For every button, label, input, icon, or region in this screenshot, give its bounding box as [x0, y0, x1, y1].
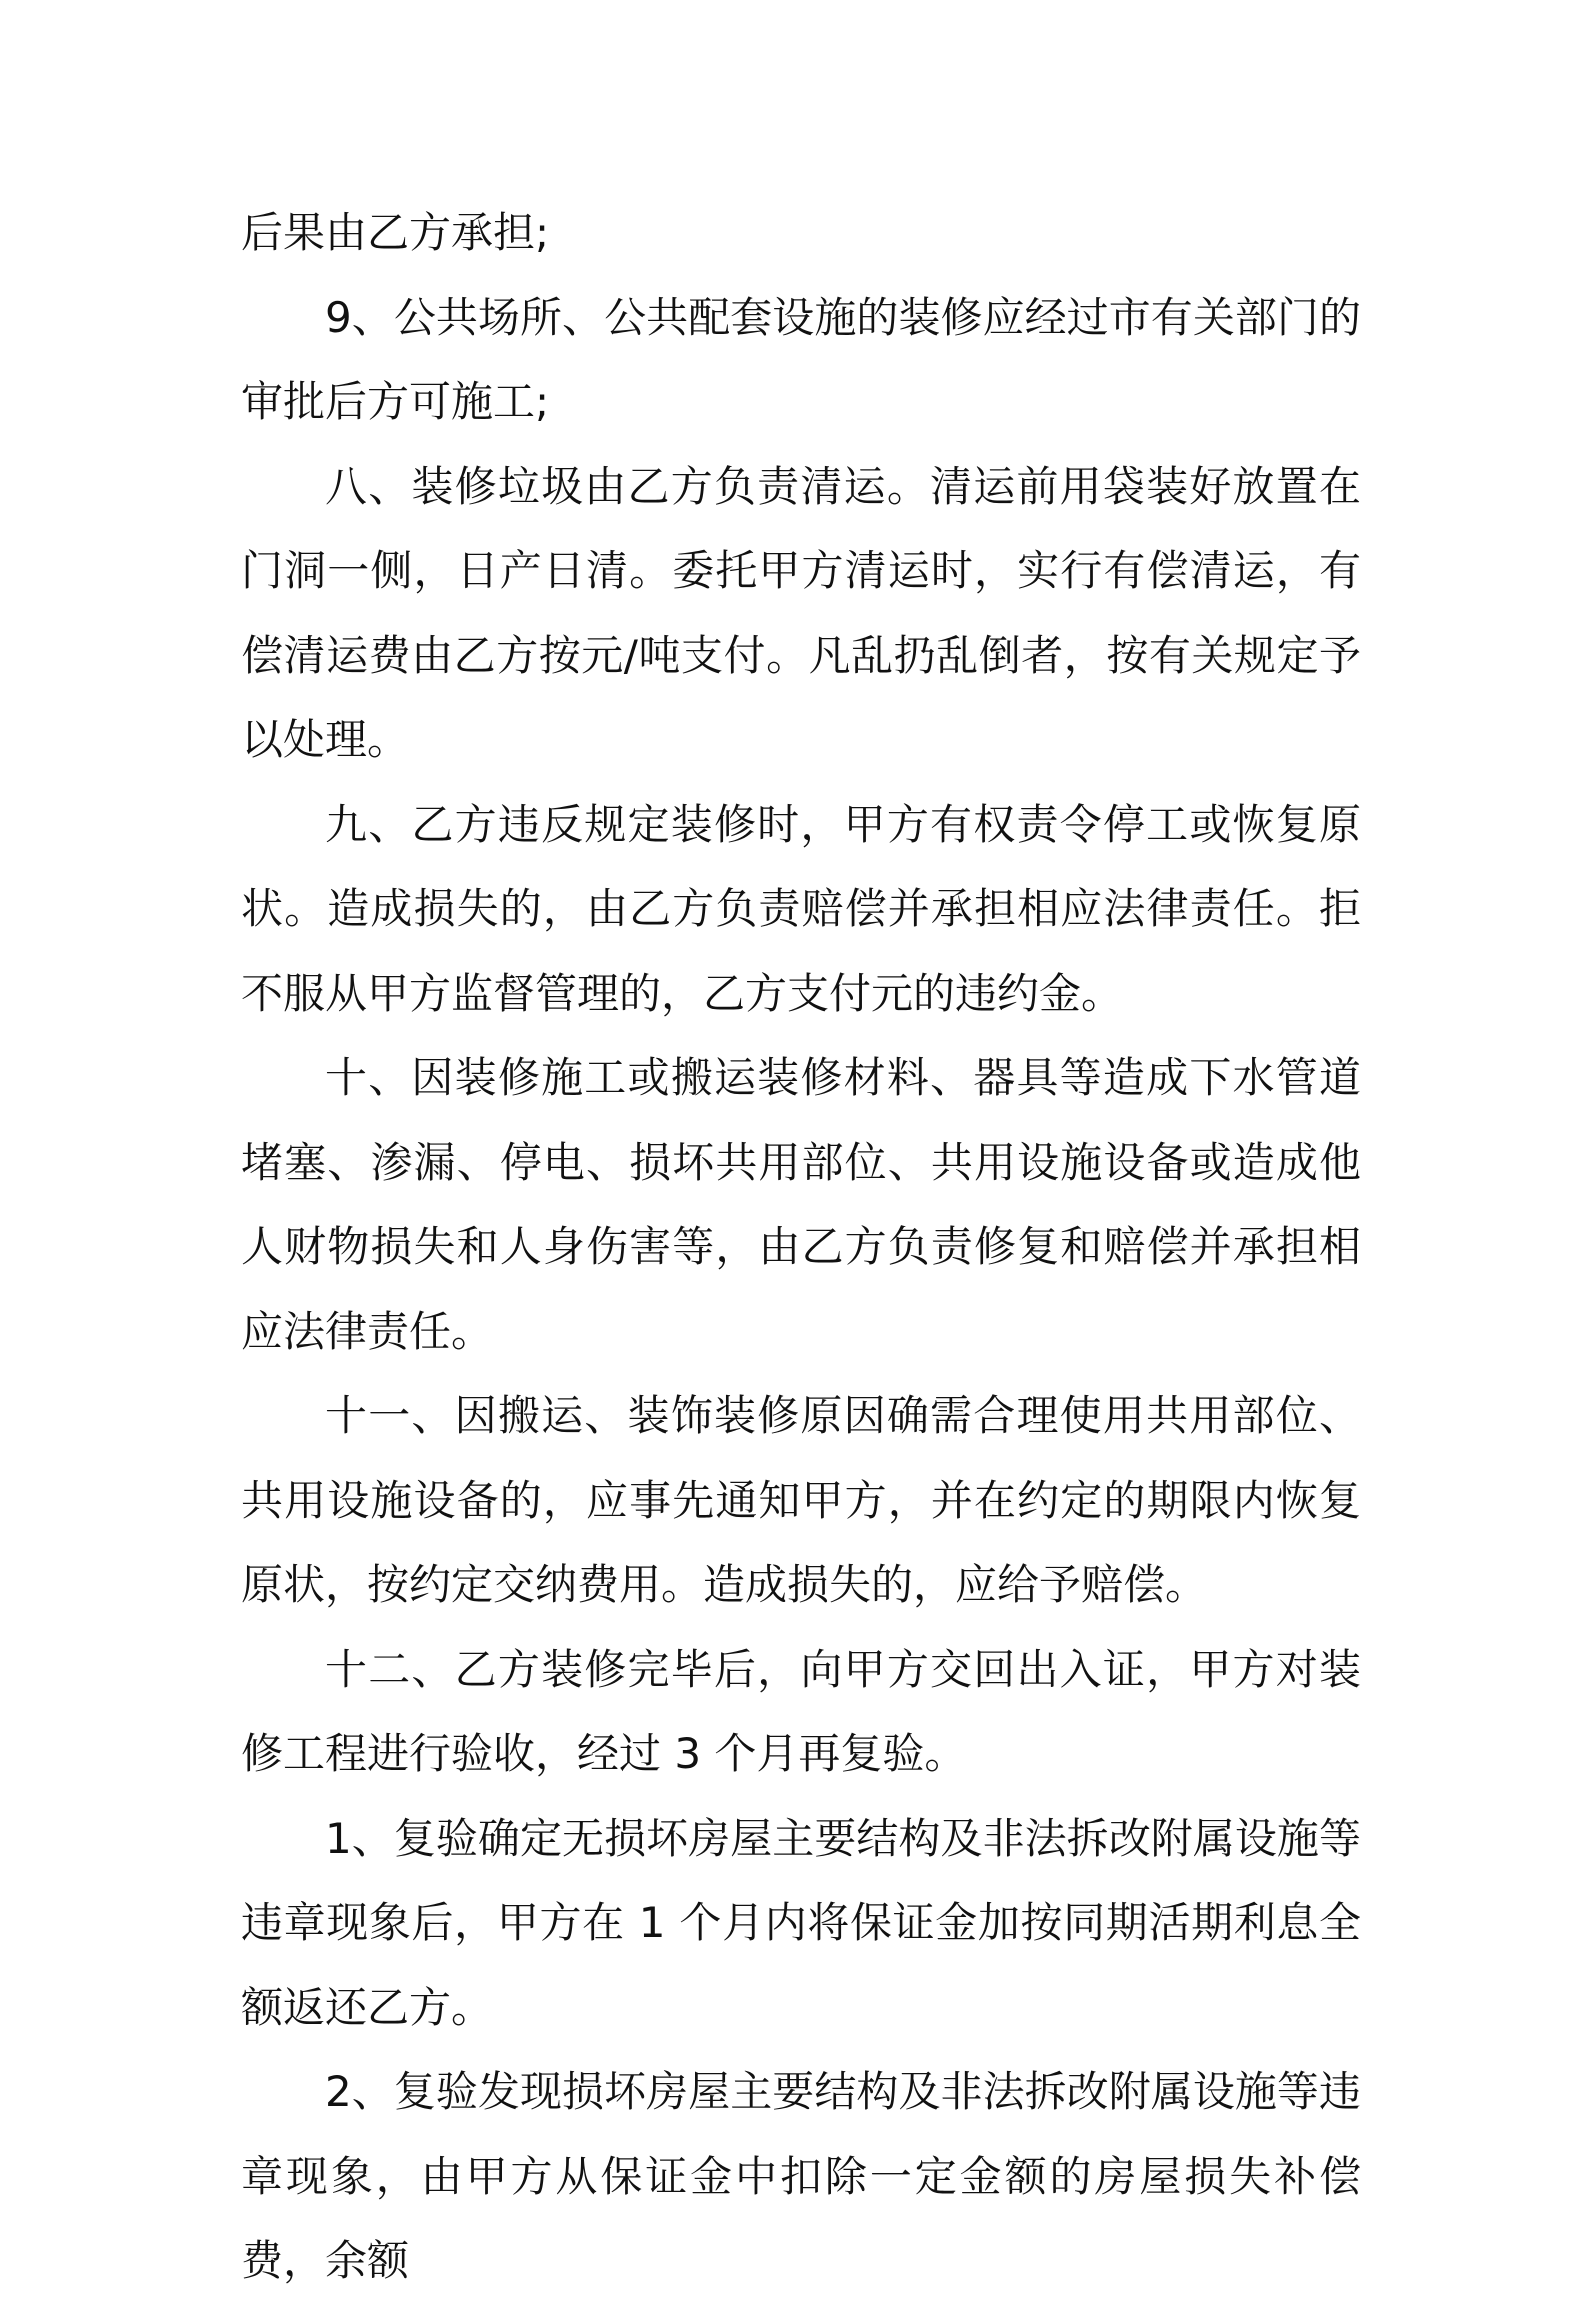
- item-1-paragraph: 1、复验确定无损坏房屋主要结构及非法拆改附属设施等违章现象后，甲方在 1 个月内将保证金加按同期活期利息全额返还乙方。: [241, 1813, 1361, 2032]
- clause-8-paragraph: 八、装修垃圾由乙方负责清运。清运前用袋装好放置在门洞一侧，日产日清。委托甲方清运时，实行有偿清运，有偿清运费由乙方按元/吨支付。凡乱扔乱倒者，按有关规定予以处理。: [241, 461, 1361, 764]
- clause-10-paragraph: 十、因装修施工或搬运装修材料、器具等造成下水管道堵塞、渗漏、停电、损坏共用部位、共用设施设备或造成他人财物损失和人身伤害等，由乙方负责修复和赔偿并承担相应法律责任。: [241, 1053, 1361, 1356]
- item-9-paragraph: 9、公共场所、公共配套设施的装修应经过市有关部门的审批后方可施工;: [241, 292, 1361, 426]
- continuation-paragraph: 后果由乙方承担;: [241, 208, 550, 257]
- document-body: [241, 191, 1361, 2304]
- clause-9-paragraph: 九、乙方违反规定装修时，甲方有权责令停工或恢复原状。造成损失的，由乙方负责赔偿并承担相应法律责任。拒不服从甲方监督管理的，乙方支付元的违约金。: [241, 799, 1361, 1018]
- clause-12-paragraph: 十二、乙方装修完毕后，向甲方交回出入证，甲方对装修工程进行验收，经过 3 个月再复验。: [241, 1644, 1361, 1778]
- clause-11-paragraph: 十一、因搬运、装饰装修原因确需合理使用共用部位、共用设施设备的，应事先通知甲方，并在约定的期限内恢复原状，按约定交纳费用。造成损失的，应给予赔偿。: [241, 1391, 1361, 1609]
- item-2-paragraph: 2、复验发现损坏房屋主要结构及非法拆改附属设施等违章现象，由甲方从保证金中扣除一定金额的房屋损失补偿费，余额: [241, 2067, 1361, 2285]
